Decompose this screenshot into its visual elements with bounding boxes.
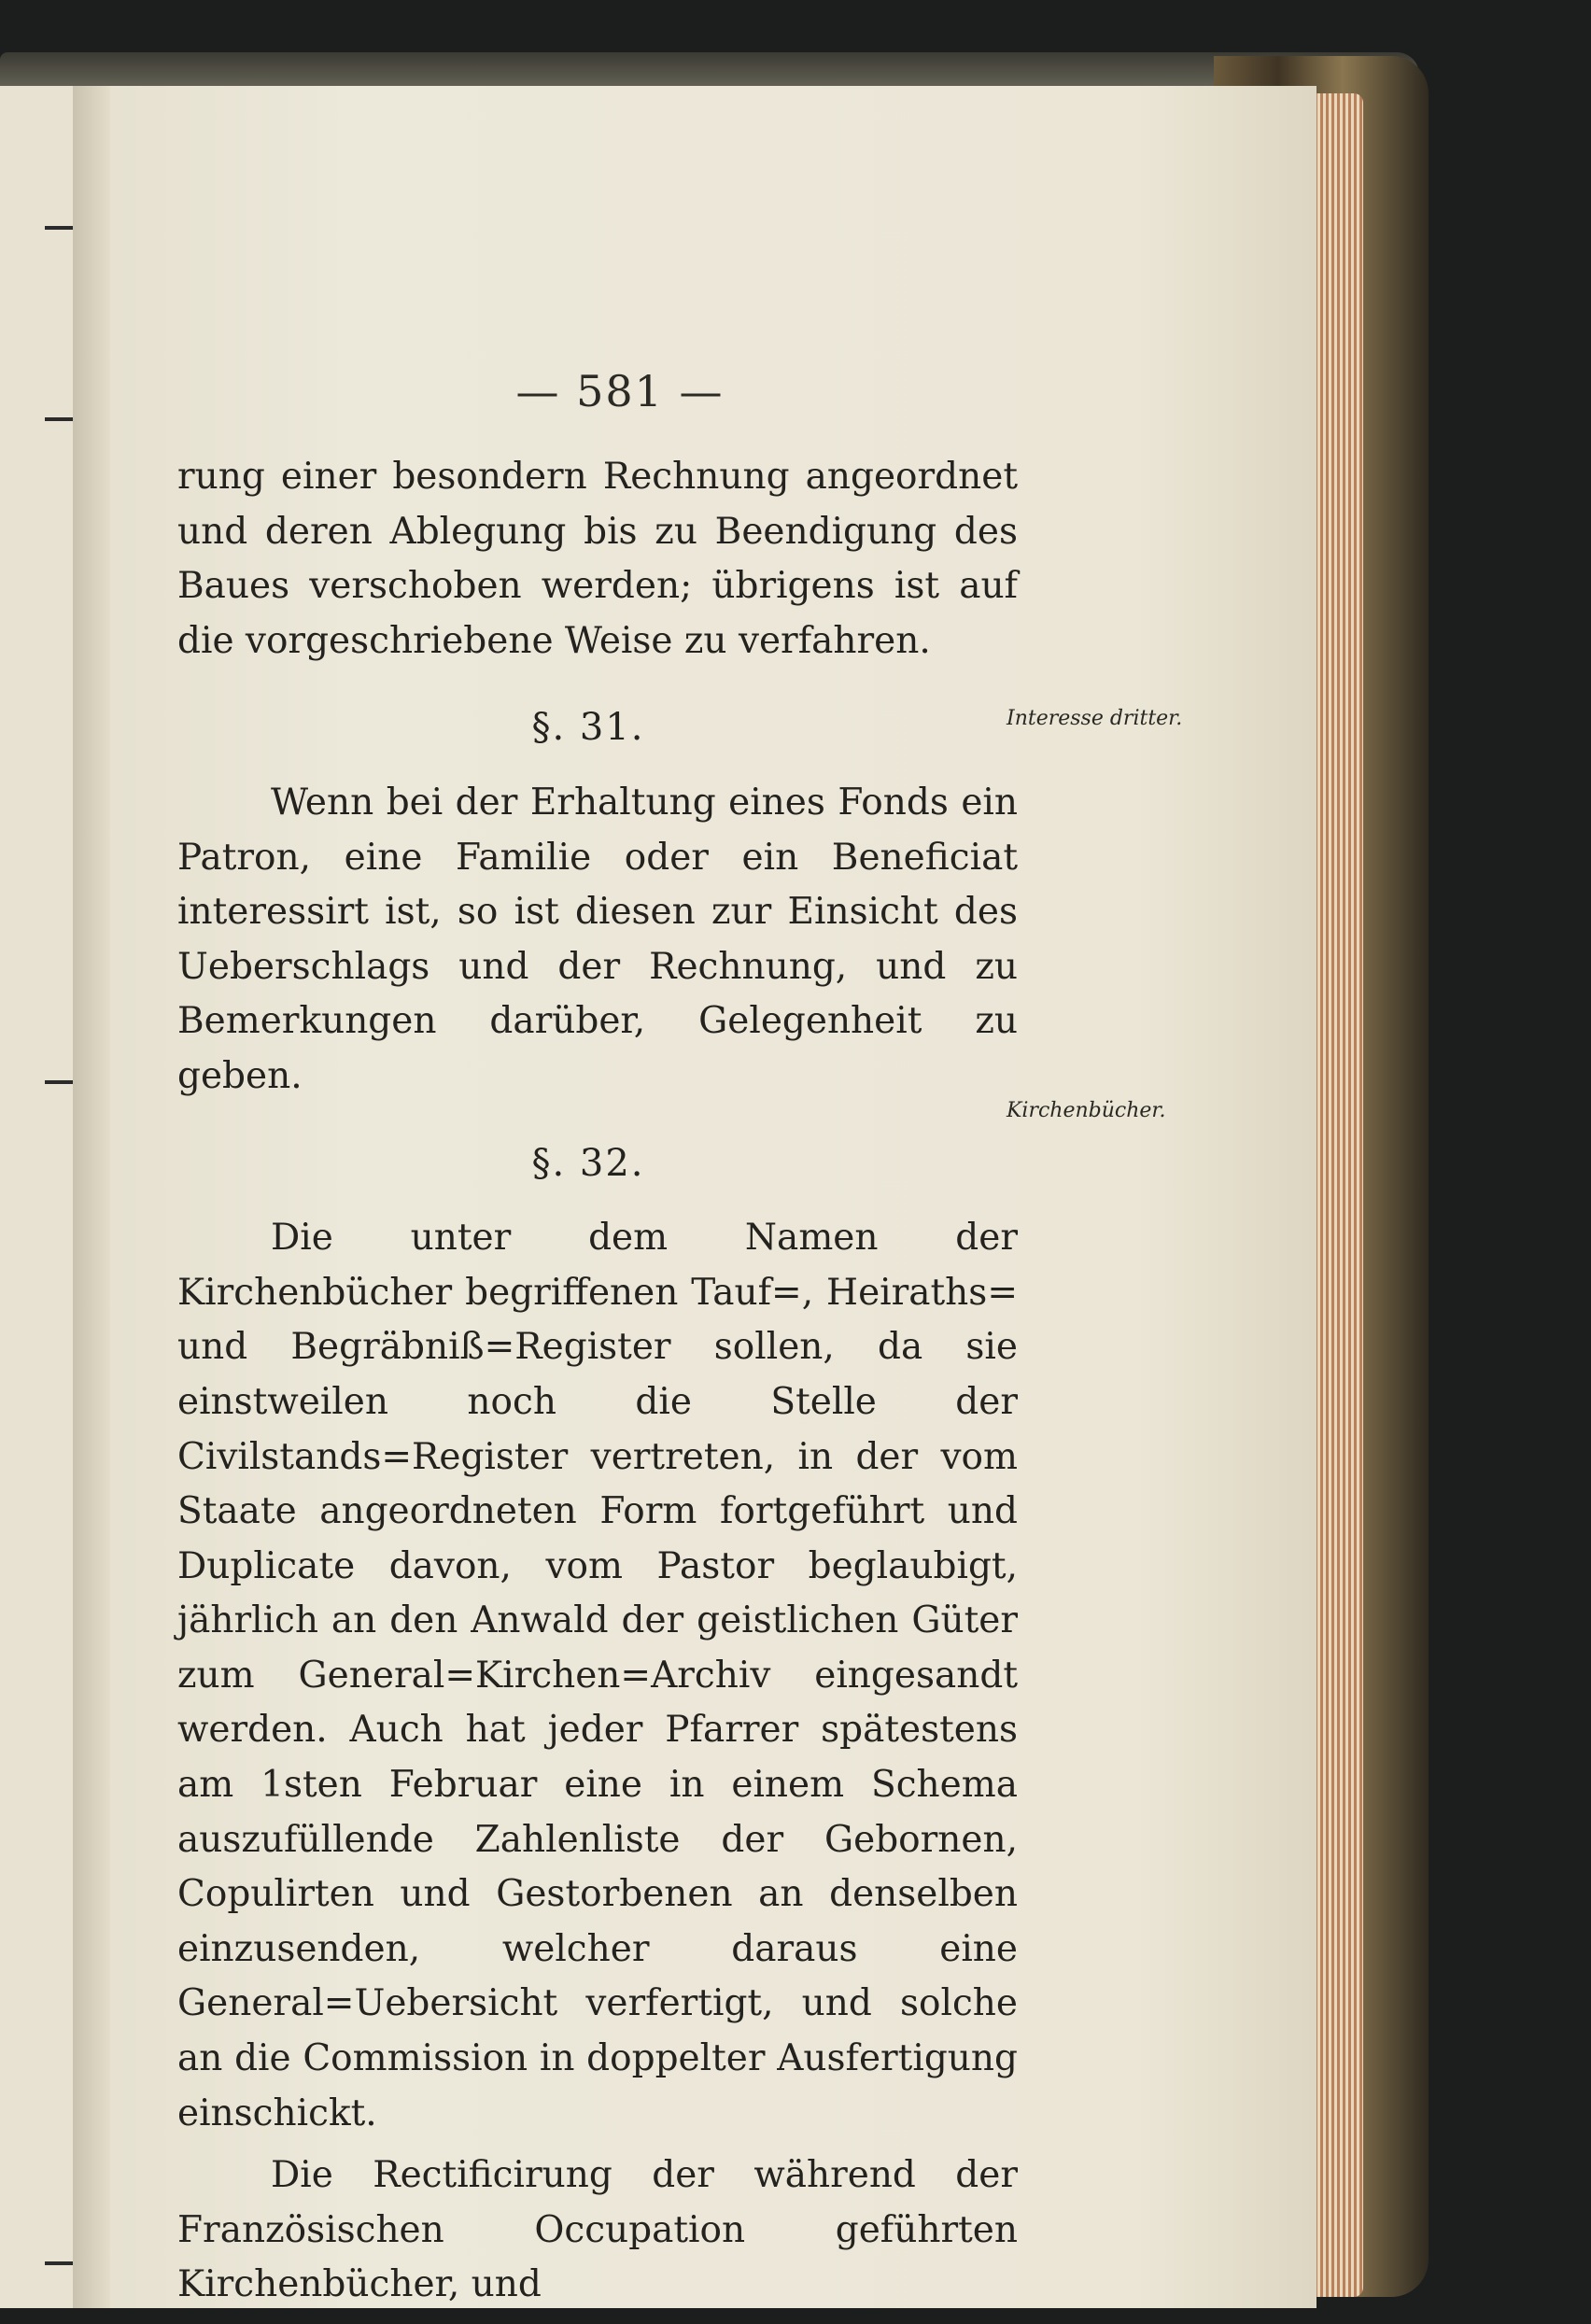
page-number: — 581 — bbox=[515, 366, 725, 416]
paragraph-section-32-1: Die unter dem Namen der Kirchenbücher begriffenen Tauf=, Heiraths= und Begräbniß=Register sollen, da sie einstweilen noch die Stelle der Civilstands=Register vertreten, in der vom Staate angeordneten Form fortgeführt und Duplicate davon, vom Pastor beglaubigt, jährlich an den Anwald der geistlichen Güter zum General=Kirchen=Archiv eingesandt werden. Auch hat jeder Pfarrer spätestens am 1sten Februar eine in einem Schema auszufüllende Zahlenliste der Gebornen, Copulirten und Gestorbenen an denselben einzusenden, welcher daraus eine General=Uebersicht verfertigt, und solche an die Commission in doppelter Ausfertigung einschickt. bbox=[177, 1217, 1018, 2134]
page-gutter bbox=[73, 86, 110, 2308]
binding-stitch bbox=[45, 417, 73, 421]
section-heading-32: §. 32. bbox=[531, 1141, 645, 1185]
page-body bbox=[177, 450, 1018, 2313]
binding-stitch bbox=[45, 2261, 73, 2265]
margin-note-interesse: Interesse dritter. bbox=[1007, 707, 1183, 730]
paragraph-section-31: Wenn bei der Erhaltung eines Fonds ein Patron, eine Familie oder ein Beneficiat interessirt ist, so ist diesen zur Einsicht des Ueberschlags und der Rechnung, und zu Bemerkungen darüber, Gelegenheit zu geben. bbox=[177, 781, 1018, 1097]
binding-stitch bbox=[45, 1080, 73, 1084]
margin-note-kirchenbuecher: Kirchenbücher. bbox=[1007, 1099, 1166, 1122]
section-heading-31: §. 31. bbox=[531, 706, 645, 750]
paragraph-section-32-2: Die Rectificirung der während der Französischen Occupation geführten Kirchenbücher, und bbox=[177, 2154, 1018, 2306]
book-page bbox=[110, 86, 1316, 2308]
paragraph-intro: rung einer besondern Rechnung angeordnet und deren Ablegung bis zu Beendigung des Baues verschoben werden; übrigens ist auf die vorgeschriebene Weise zu verfahren. bbox=[177, 456, 1018, 662]
binding-stitch bbox=[45, 226, 73, 230]
facing-page-edge bbox=[0, 86, 75, 2308]
